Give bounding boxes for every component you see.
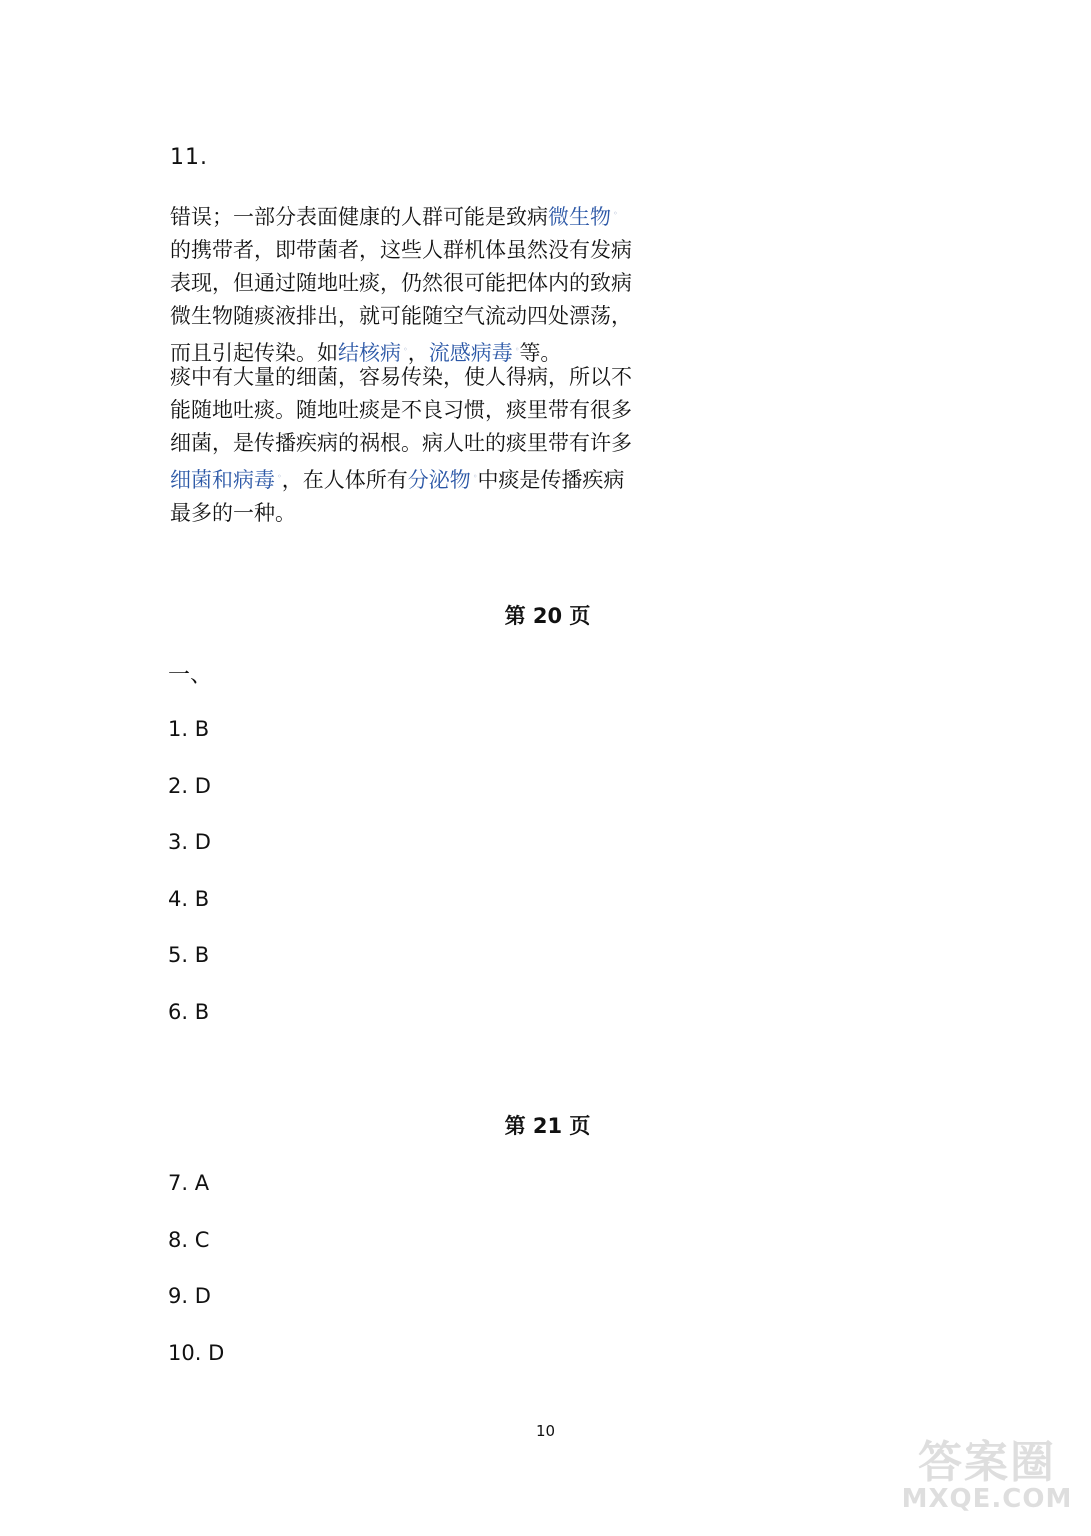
paragraph-line bbox=[170, 460, 670, 497]
reference-marker-icon: ◦ bbox=[472, 472, 478, 481]
text-segment: 等。 bbox=[519, 341, 562, 365]
answer-item: 2. D bbox=[168, 773, 211, 798]
text-segment: 中痰是传播疾病 bbox=[477, 468, 625, 492]
text-segment: 而且引起传染。如 bbox=[170, 341, 338, 365]
term-link-influenza-virus[interactable]: 流感病毒 bbox=[428, 341, 513, 365]
term-link-bacteria-virus[interactable]: 细菌和病毒 bbox=[170, 468, 275, 492]
paragraph-line: 能随地吐痰。随地吐痰是不良习惯，痰里带有很多 bbox=[170, 398, 632, 422]
text-segment: ，在人体所有 bbox=[281, 468, 408, 492]
reference-marker-icon: ◦ bbox=[403, 345, 408, 354]
answer-list-page-20 bbox=[168, 714, 211, 1054]
paragraph-line: 表现，但通过随地吐痰，仍然很可能把体内的致病 bbox=[170, 271, 632, 295]
answer-item: 9. D bbox=[168, 1284, 211, 1309]
answer-item: 4. B bbox=[168, 886, 210, 911]
answer-paragraph-1 bbox=[170, 197, 670, 370]
answer-item: 1. B bbox=[168, 717, 210, 741]
page-heading-21: 第 21 页 bbox=[504, 1114, 591, 1138]
answer-item: 10. D bbox=[168, 1340, 225, 1365]
question-number: 11. bbox=[170, 145, 208, 170]
answer-item: 5. B bbox=[168, 943, 210, 968]
paragraph-line: 痰中有大量的细菌，容易传染，使人得病，所以不 bbox=[170, 365, 632, 389]
answer-item: 8. C bbox=[168, 1227, 210, 1252]
answer-item: 3. D bbox=[168, 830, 211, 855]
answer-item: 6. B bbox=[168, 999, 210, 1024]
reference-marker-icon: ◦ bbox=[613, 209, 618, 218]
text-segment: 错误；一部分表面健康的人群可能是致病 bbox=[170, 205, 548, 229]
answer-item: 7. A bbox=[168, 1171, 210, 1195]
term-link-microorganism[interactable]: 微生物 bbox=[548, 205, 611, 229]
text-segment: ， bbox=[407, 341, 429, 365]
section-number: 一、 bbox=[168, 663, 213, 688]
reference-marker-icon: ◦ bbox=[514, 345, 520, 354]
watermark-url: MXQE.COM bbox=[901, 1484, 1073, 1514]
watermark-chinese: 答案圈 bbox=[918, 1437, 1056, 1488]
paragraph-line: 微生物随痰液排出，就可能随空气流动四处漂荡， bbox=[170, 304, 632, 328]
term-link-tuberculosis[interactable]: 结核病 bbox=[338, 341, 401, 365]
page-number: 10 bbox=[535, 1422, 556, 1440]
answer-list-page-21 bbox=[168, 1168, 224, 1394]
paragraph-line: 最多的一种。 bbox=[170, 501, 296, 525]
paragraph-line bbox=[170, 197, 670, 234]
answer-paragraph-2 bbox=[170, 361, 670, 530]
watermark-logo bbox=[897, 1426, 1077, 1526]
paragraph-line: 的携带者，即带菌者，这些人群机体虽然没有发病 bbox=[170, 238, 632, 262]
term-link-secretion[interactable]: 分泌物 bbox=[407, 468, 471, 492]
reference-marker-icon: ◦ bbox=[277, 472, 282, 481]
paragraph-line: 细菌，是传播疾病的祸根。病人吐的痰里带有许多 bbox=[170, 431, 632, 455]
page-heading-20: 第 20 页 bbox=[504, 604, 591, 628]
